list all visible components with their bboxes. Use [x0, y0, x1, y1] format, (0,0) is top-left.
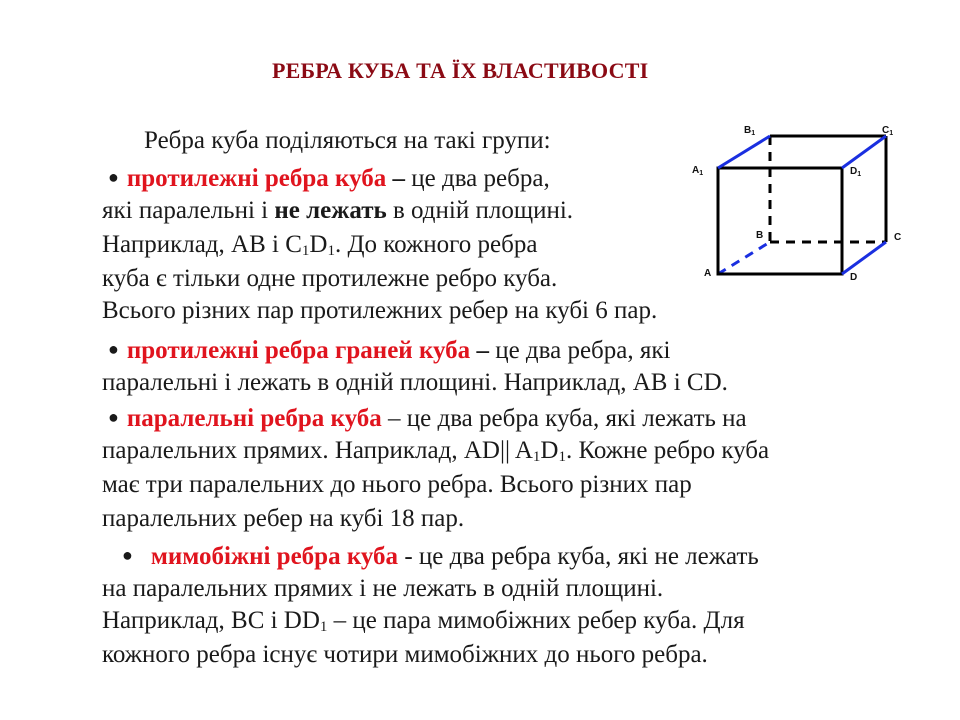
edge-dc — [842, 242, 886, 274]
p3-l2-a: паралельних прямих. Наприклад, AD|| A — [102, 437, 533, 464]
p4-l3-a: Наприклад, ВС і DD — [102, 607, 320, 634]
p1-l2-bold: не лежать — [274, 197, 387, 224]
label-c1: $C_1$ — [882, 125, 894, 137]
p3-line-3: має три паралельних до нього ребра. Всього різних пар — [102, 471, 692, 498]
label-a1: $A_1$ — [692, 165, 704, 177]
page-title: РЕБРА КУБА ТА ЇХ ВЛАСТИВОСТІ — [272, 58, 649, 83]
intro-text: Ребра куба поділяються на такі групи: — [144, 127, 551, 154]
p4-line-3 — [102, 606, 745, 636]
edge-a1b1 — [718, 136, 770, 168]
p1-line-1 — [108, 162, 550, 194]
label-c: C — [894, 232, 902, 243]
label-b1: $B_1$ — [744, 125, 756, 137]
p2-rest: це два ребра, які — [488, 337, 671, 364]
edge-ab-hidden — [718, 242, 770, 274]
p1-l3-c: . До кожного ребра — [334, 231, 538, 258]
p3-line-4: паралельних ребер на кубі 18 пар. — [102, 505, 465, 532]
p4-l3-b: – це пара мимобіжних ребер куба. Для — [327, 607, 745, 634]
bullet-icon: ● — [108, 407, 119, 427]
p3-l2-sub1: 1 — [532, 449, 541, 465]
p1-line-3 — [102, 230, 537, 260]
front-face — [718, 168, 842, 274]
p1-l3-b: D — [309, 231, 328, 258]
p1-line-2 — [102, 196, 573, 226]
p4-rest: - це два ребра куба, які не лежать — [398, 543, 759, 570]
intro-line — [144, 126, 551, 156]
p1-rest: це два ребра, — [405, 165, 550, 192]
label-b: B — [756, 230, 764, 241]
p4-line-2: на паралельних прямих і не лежать в одній площині. — [102, 575, 664, 602]
edge-d1c1 — [842, 136, 886, 168]
p3-l2-b: D — [540, 437, 559, 464]
p4-l3-sub: 1 — [319, 619, 328, 635]
p1-l3-sub2: 1 — [327, 243, 335, 259]
p1-l2-a: які паралельні і — [102, 197, 275, 224]
p1-l2-c: в одній площині. — [386, 197, 574, 224]
label-d1: $D_1$ — [850, 166, 862, 178]
p1-dash: – — [392, 165, 406, 192]
p2-term: протилежні ребра граней куба — [126, 337, 471, 364]
bullet-icon: ● — [122, 545, 133, 565]
p3-l2-sub2: 1 — [558, 449, 566, 465]
p2-dash: – — [476, 337, 489, 364]
p1-line-4: куба є тільки одне протилежне ребро куба. — [102, 265, 558, 292]
label-d: D — [850, 272, 858, 283]
p4-line-1 — [122, 540, 759, 572]
cube-diagram — [688, 118, 918, 288]
bullet-icon: ● — [108, 167, 119, 187]
p1-l3-sub1: 1 — [301, 243, 310, 259]
bullet-icon: ● — [108, 339, 119, 359]
label-a: A — [704, 268, 712, 279]
p1-l3-a: Наприклад, АВ і С — [102, 231, 302, 258]
p3-l2-c: . Кожне ребро куба — [565, 437, 770, 464]
p1-term: протилежні ребра куба — [126, 165, 387, 192]
p3-term: паралельні ребра куба — [126, 405, 382, 432]
p2-line-1 — [108, 334, 670, 366]
p4-term: мимобіжні ребра куба — [150, 543, 399, 570]
p3-line-2 — [102, 436, 769, 466]
p1-line-5: Всього різних пар протилежних ребер на кубі 6 пар. — [102, 297, 658, 324]
p3-line-1 — [108, 402, 747, 434]
p4-line-4: кожного ребра існує чотири мимобіжних до нього ребра. — [102, 641, 708, 668]
p3-rest: – це два ребра куба, які лежать на — [381, 405, 747, 432]
p2-line-2: паралельні і лежать в одній площині. Наприклад, АВ і CD. — [102, 369, 728, 396]
